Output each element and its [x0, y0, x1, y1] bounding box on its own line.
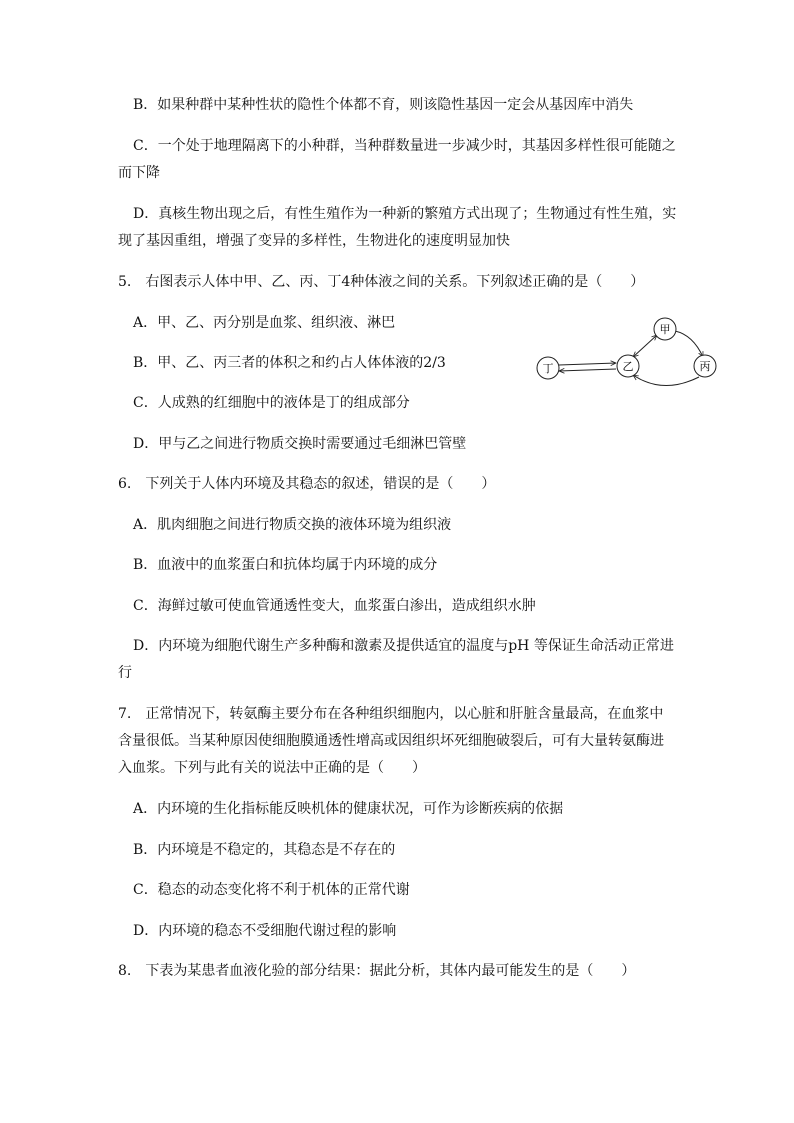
q4-option-c: C．一个处于地理隔离下的小种群，当种群数量进一步减少时，其基因多样性很可能随之 — [133, 138, 676, 154]
q7-option-a: A．内环境的生化指标能反映机体的健康状况，可作为诊断疾病的依据 — [133, 801, 564, 817]
q5-option-d: D．甲与乙之间进行物质交换时需要通过毛细淋巴管壁 — [133, 436, 467, 452]
q8-stem: 8. 下表为某患者血液化验的部分结果：据此分析，其体内最可能发生的是（ ） — [118, 963, 636, 979]
q7-option-b: B．内环境是不稳定的，其稳态是不存在的 — [133, 842, 396, 858]
node-ding-label: 丁 — [542, 362, 554, 375]
arrow-ding-to-yi — [559, 363, 616, 365]
arrow-bing-to-yi — [633, 375, 699, 386]
q7-stem-line2: 含量很低。当某种原因使细胞膜通透性增高或因组织坏死细胞破裂后，可有大量转氨酶进 — [118, 733, 664, 749]
node-yi-label: 乙 — [622, 360, 634, 373]
q6-option-d: D．内环境为细胞代谢生产多种酶和激素及提供适宜的温度与pH 等保证生命活动正常进 — [133, 638, 674, 654]
q4-option-d-cont: 现了基因重组，增强了变异的多样性，生物进化的速度明显加快 — [118, 233, 510, 249]
q7-stem-line3: 入血浆。下列与此有关的说法中正确的是（ ） — [118, 760, 426, 776]
node-bing-label: 丙 — [699, 360, 711, 373]
q5-option-c: C．人成熟的红细胞中的液体是丁的组成部分 — [133, 395, 410, 411]
body-fluid-diagram — [533, 315, 719, 395]
q7-stem-line1: 7. 正常情况下，转氨酶主要分布在各种组织细胞内，以心脏和肝脏含量最高，在血浆中 — [118, 706, 664, 722]
q7-option-c: C．稳态的动态变化将不利于机体的正常代谢 — [133, 882, 410, 898]
arrow-yi-jia — [633, 335, 657, 357]
q4-option-c-cont: 而下降 — [118, 165, 160, 181]
q6-stem: 6. 下列关于人体内环境及其稳态的叙述，错误的是（ ） — [118, 476, 496, 492]
q6-option-c: C．海鲜过敏可使血管通透性变大，血浆蛋白渗出，造成组织水肿 — [133, 598, 536, 614]
q6-option-a: A．肌肉细胞之间进行物质交换的液体环境为组织液 — [133, 517, 452, 533]
q4-option-b: B．如果种群中某种性状的隐性个体都不育，则该隐性基因一定会从基因库中消失 — [133, 97, 634, 113]
q7-option-d: D．内环境的稳态不受细胞代谢过程的影响 — [133, 923, 397, 939]
q4-option-d: D．真核生物出现之后，有性生殖作为一种新的繁殖方式出现了；生物通过有性生殖，实 — [133, 206, 677, 222]
q6-option-d-cont: 行 — [118, 665, 132, 681]
node-jia-label: 甲 — [659, 323, 671, 336]
q5-option-a: A．甲、乙、丙分别是血浆、组织液、淋巴 — [133, 315, 396, 331]
arrow-yi-to-ding — [559, 369, 616, 371]
q5-option-b: B．甲、乙、丙三者的体积之和约占人体体液的2/3 — [133, 355, 446, 371]
arrow-jia-to-bing — [675, 331, 703, 357]
q6-option-b: B．血液中的血浆蛋白和抗体均属于内环境的成分 — [133, 557, 438, 573]
q5-stem: 5. 右图表示人体中甲、乙、丙、丁4种体液之间的关系。下列叙述正确的是（ ） — [118, 274, 645, 290]
